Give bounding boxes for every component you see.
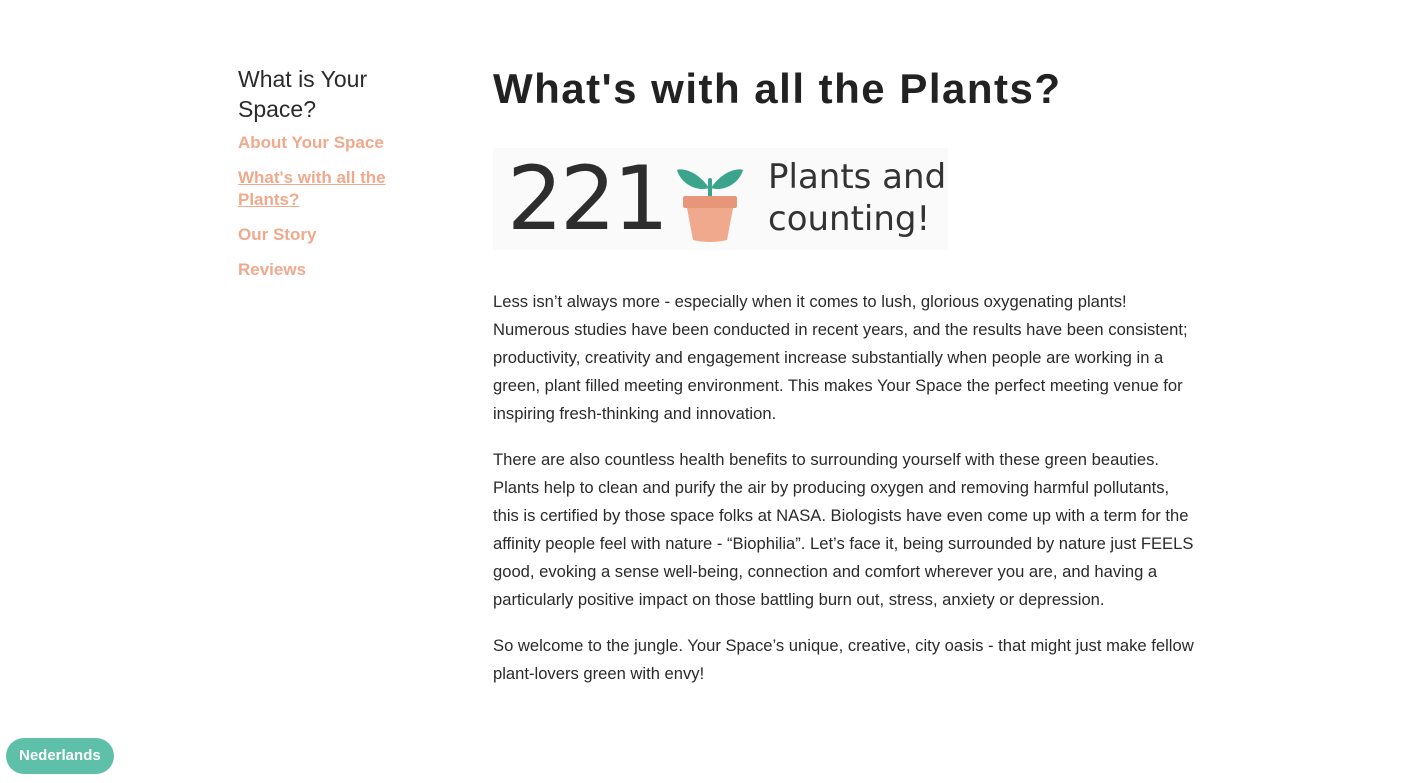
banner-caption-line1: Plants and bbox=[768, 157, 947, 197]
language-switch-button[interactable]: Nederlands bbox=[6, 738, 114, 774]
sidebar-nav bbox=[238, 132, 438, 281]
sidebar-item-our-story[interactable]: Our Story bbox=[238, 225, 317, 244]
potted-plant-icon bbox=[675, 158, 745, 242]
sidebar-title: What is Your Space? bbox=[238, 66, 368, 122]
page-title: What's with all the Plants? bbox=[493, 65, 1062, 112]
sidebar-item bbox=[238, 224, 438, 246]
sidebar-item bbox=[238, 132, 438, 154]
paragraph: There are also countless health benefits to surrounding yourself with these green beauties. Plants help to clean and purify the air by producing oxygen and removing harmful pollutants, this is certified by those space folks at NASA. Biologists have even come up with a term for the affinity people feel with nature - “Biophilia”. Let’s face it, being surrounded by nature just FEELS good, evoking a sense well-being, connection and comfort wherever you are, and having a particularly positive impact on those battling burn out, stress, anxiety or depression. bbox=[493, 450, 1194, 609]
sidebar-item-reviews[interactable]: Reviews bbox=[238, 260, 307, 279]
sidebar-item bbox=[238, 259, 438, 281]
article-body bbox=[493, 288, 1198, 688]
sidebar-item-plants[interactable]: What's with all the Plants? bbox=[238, 168, 386, 209]
plant-count-banner bbox=[493, 148, 948, 250]
main-content bbox=[493, 64, 1198, 706]
banner-caption bbox=[768, 156, 946, 240]
sidebar bbox=[238, 64, 438, 294]
paragraph: So welcome to the jungle. Your Space’s unique, creative, city oasis - that might just make fellow plant-lovers green with envy! bbox=[493, 636, 1194, 683]
paragraph: Less isn’t always more - especially when it comes to lush, glorious oxygenating plants! Numerous studies have been conducted in recent years, and the results have been consistent; productivity, creativity and engagement increase substantially when people are working in a green, plant filled meeting environment. This makes Your Space the perfect meeting venue for inspiring fresh-thinking and innovation. bbox=[493, 292, 1188, 423]
banner-caption-line2: counting! bbox=[768, 199, 931, 239]
plant-count: 221 bbox=[507, 147, 666, 250]
sidebar-item bbox=[238, 167, 438, 211]
sidebar-item-about[interactable]: About Your Space bbox=[238, 133, 384, 152]
